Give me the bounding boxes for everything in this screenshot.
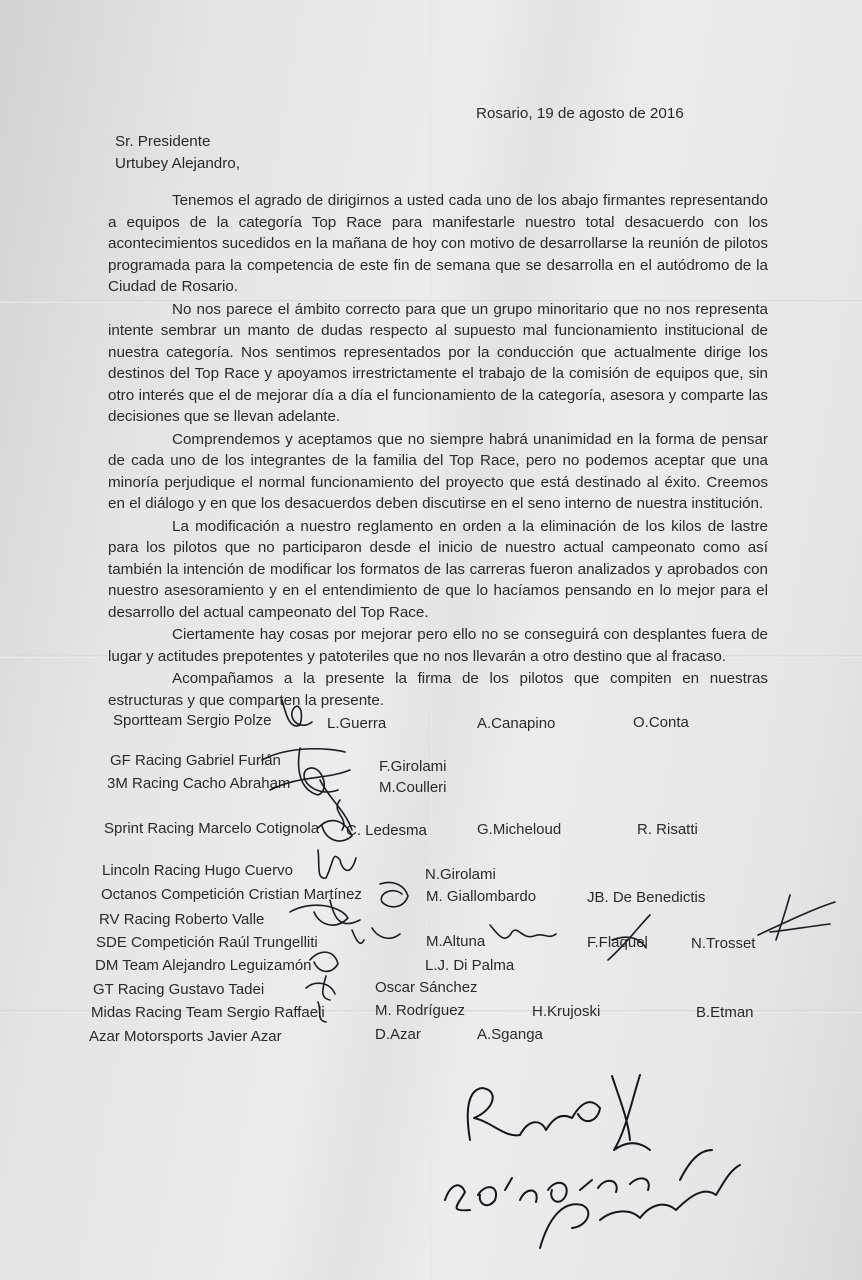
team-name: Lincoln Racing Hugo Cuervo <box>102 862 293 879</box>
receipt-name-signature <box>540 1150 740 1248</box>
pilot-name: L.J. Di Palma <box>425 957 515 974</box>
signature-stroke <box>270 770 352 830</box>
pilot-name: O.Conta <box>633 714 689 731</box>
paragraph: Tenemos el agrado de dirigirnos a usted cada uno de los abajo firmantes representando a equipos de la categoría Top Race para manifestarle nuestro total desacuerdo con los acontecimientos sucedidos en la mañana de hoy con motivo de desarrollarse la reunión de pilotos programada para la competencia de este fin de semana que se desarrolla en el autódromo de la Ciudad de Rosario. <box>108 192 768 295</box>
team-name: GF Racing Gabriel Furlán <box>110 752 281 769</box>
team-name: DM Team Alejandro Leguizamón <box>95 957 312 974</box>
signature-stroke <box>758 895 835 940</box>
pilot-name: G.Micheloud <box>477 821 562 838</box>
pilot-name: N.Girolami <box>425 866 496 883</box>
pilot-name: Oscar Sánchez <box>375 979 478 996</box>
pilot-name: F.Flaquel <box>587 934 648 951</box>
team-name: GT Racing Gustavo Tadei <box>93 981 265 998</box>
signature-stroke <box>352 928 400 943</box>
pilot-name: F.Girolami <box>379 758 447 775</box>
pilot-name: N.Trosset <box>691 935 756 952</box>
signature-stroke <box>282 700 312 726</box>
pilot-name: M.Coulleri <box>379 779 447 796</box>
paragraph: No nos parece el ámbito correcto para que un grupo minoritario que no nos representa intente sembrar un manto de dudas respecto al supuesto mal funcionamiento institucional de nuestra categoría. Nos sentimos representados por la conducción que actualmente dirige los destinos del Top Race y apoyamos irrestrictamente el trabajo de la comisión de equipos que, sin otro interés que el de mejorar día a día el funcionamiento de la categoría, asesora y comparte las decisiones que se llevan adelante. <box>108 300 768 425</box>
paragraph: Ciertamente hay cosas por mejorar pero ello no se conseguirá con desplantes fuera de lugar y actitudes prepotentes y patoteriles que no nos llevarán a otro destino que al fracaso. <box>108 626 768 665</box>
receipt-date-note <box>445 1178 649 1210</box>
signature-stroke <box>306 983 335 1022</box>
team-name: Sprint Racing Marcelo Cotignola <box>104 820 320 837</box>
signature-stroke <box>380 883 408 907</box>
pilot-name: H.Krujoski <box>532 1003 601 1020</box>
team-name: Midas Racing Team Sergio Raffaeli <box>91 1004 325 1021</box>
pilot-name: C. Ledesma <box>346 822 427 839</box>
team-name: Azar Motorsports Javier Azar <box>89 1028 282 1045</box>
signature-stroke <box>490 925 556 938</box>
pilot-name: M. Rodríguez <box>375 1002 466 1019</box>
pilot-name: A.Canapino <box>477 715 556 732</box>
team-name: Octanos Competición Cristian Martínez <box>101 886 362 903</box>
paragraph: La modificación a nuestro reglamento en orden a la eliminación de los kilos de lastre para los pilotos que no participaron desde el inicio de nuestro actual campeonato como así también la intención de modificar los formatos de las carreras fueron analizados y aprobados con nuestro asesoramiento y en el entendimiento de que lo hacíamos pensando en lo mejor para el desarrollo del actual campeonato del Top Race. <box>108 517 768 621</box>
pilot-name: B.Etman <box>696 1004 754 1021</box>
team-name: RV Racing Roberto Valle <box>99 911 265 928</box>
signature-stroke <box>318 821 352 841</box>
receipt-signature <box>468 1075 650 1150</box>
paragraph: Comprendemos y aceptamos que no siempre habrá unanimidad en la forma de pensar de cada uno de los integrantes de la familia del Top Race, pero no podemos aceptar que una minoría perjudique el normal funcionamiento del proyecto que está destinado al éxito. Creemos en el diálogo y en que los desacuerdos deben discutirse en el seno interno de nuestra institución. <box>108 430 768 512</box>
pilot-name: L.Guerra <box>327 715 387 732</box>
paragraph: Acompañamos a la presente la firma de los pilotos que compiten en nuestras estructuras y que comparten la presente. <box>108 670 768 709</box>
recipient-title: Sr. Presidente <box>115 133 211 150</box>
pilot-name: M. Giallombardo <box>426 888 537 905</box>
pilot-name: D.Azar <box>375 1026 421 1043</box>
letter-date: Rosario, 19 de agosto de 2016 <box>476 105 684 122</box>
pilot-name: R. Risatti <box>637 821 698 838</box>
recipient-name: Urtubey Alejandro, <box>115 155 240 172</box>
team-name: Sportteam Sergio Polze <box>113 712 272 729</box>
team-name: SDE Competición Raúl Trungelliti <box>96 934 318 951</box>
signature-stroke <box>290 900 360 925</box>
pilot-name: JB. De Benedictis <box>587 889 706 906</box>
signature-stroke <box>608 915 650 960</box>
signature-stroke <box>318 850 356 878</box>
pilot-name: M.Altuna <box>426 933 486 950</box>
pilot-name: A.Sganga <box>477 1026 543 1043</box>
team-name: 3M Racing Cacho Abraham <box>107 775 291 792</box>
